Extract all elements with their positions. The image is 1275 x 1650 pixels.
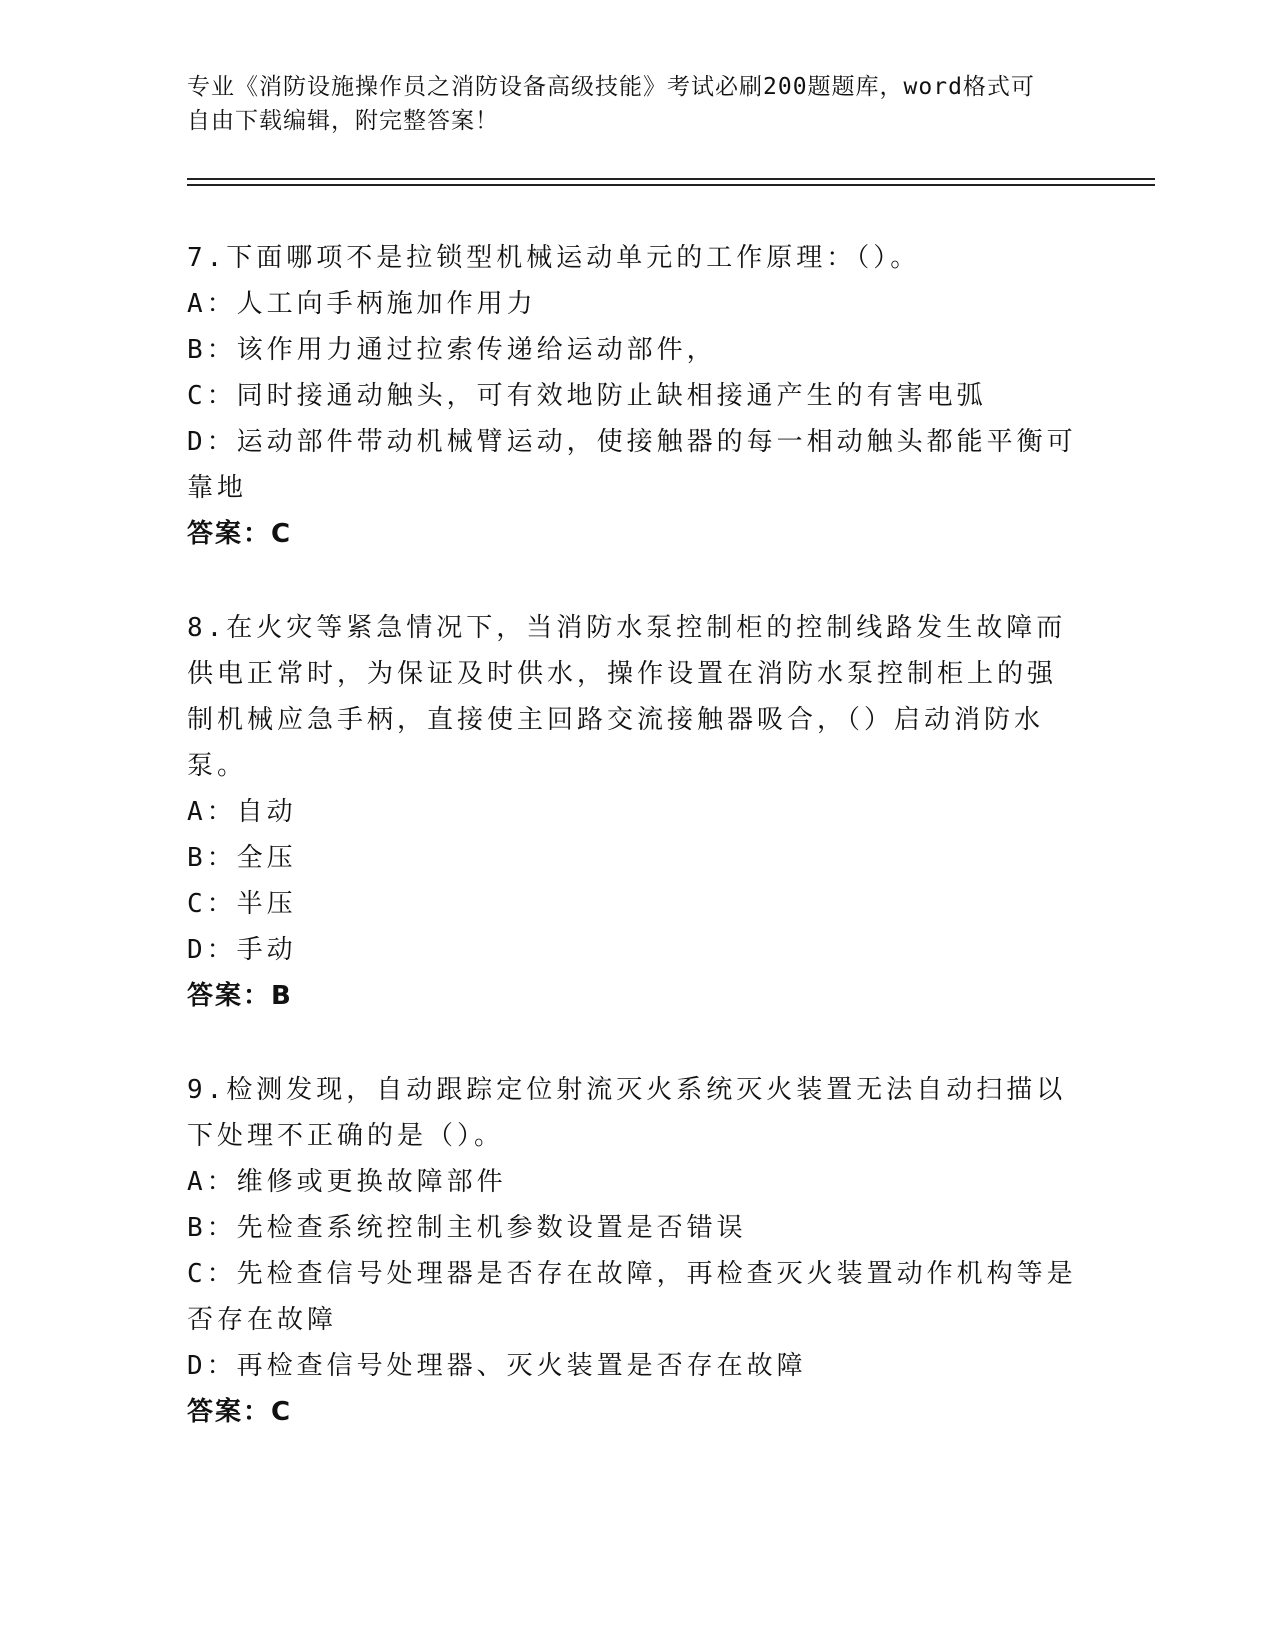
option-c: C：同时接通动触头，可有效地防止缺相接通产生的有害电弧	[187, 381, 987, 411]
question-text: 8.在火灾等紧急情况下，当消防水泵控制柜的控制线路发生故障而供电正常时，为保证及时供水，操作设置在消防水泵控制柜上的强制机械应急手柄，直接使主回路交流接触器吸合，（）启动消防水泵。	[187, 613, 1067, 781]
option-b: B：先检查系统控制主机参数设置是否错误	[187, 1213, 747, 1243]
header-divider-bottom	[187, 184, 1155, 186]
option-b: B：全压	[187, 843, 297, 873]
question-8	[187, 605, 1077, 1019]
header-divider-top	[187, 178, 1155, 180]
option-a: A：维修或更换故障部件	[187, 1167, 507, 1197]
question-7	[187, 235, 1077, 557]
option-a: A：自动	[187, 797, 297, 827]
option-b: B：该作用力通过拉索传递给运动部件，	[187, 335, 717, 365]
header-line-1: 专业《消防设施操作员之消防设备高级技能》考试必刷200题题库，word格式可	[187, 74, 1035, 100]
option-d: D：手动	[187, 935, 297, 965]
question-text: 7.下面哪项不是拉锁型机械运动单元的工作原理：（）。	[187, 243, 921, 273]
answer: 答案：C	[187, 1397, 293, 1427]
question-list	[187, 235, 1077, 1483]
option-a: A：人工向手柄施加作用力	[187, 289, 537, 319]
option-d: D：运动部件带动机械臂运动，使接触器的每一相动触头都能平衡可靠地	[187, 427, 1077, 503]
answer: 答案：C	[187, 519, 293, 549]
answer: 答案：B	[187, 981, 293, 1011]
header-line-2: 自由下载编辑，附完整答案！	[187, 108, 499, 134]
question-text: 9.检测发现，自动跟踪定位射流灭火系统灭火装置无法自动扫描以下处理不正确的是（）。	[187, 1075, 1067, 1151]
option-c: C：先检查信号处理器是否存在故障，再检查灭火装置动作机构等是否存在故障	[187, 1259, 1077, 1335]
document-header	[187, 70, 1067, 138]
option-c: C：半压	[187, 889, 297, 919]
question-9	[187, 1067, 1077, 1435]
option-d: D：再检查信号处理器、灭火装置是否存在故障	[187, 1351, 807, 1381]
